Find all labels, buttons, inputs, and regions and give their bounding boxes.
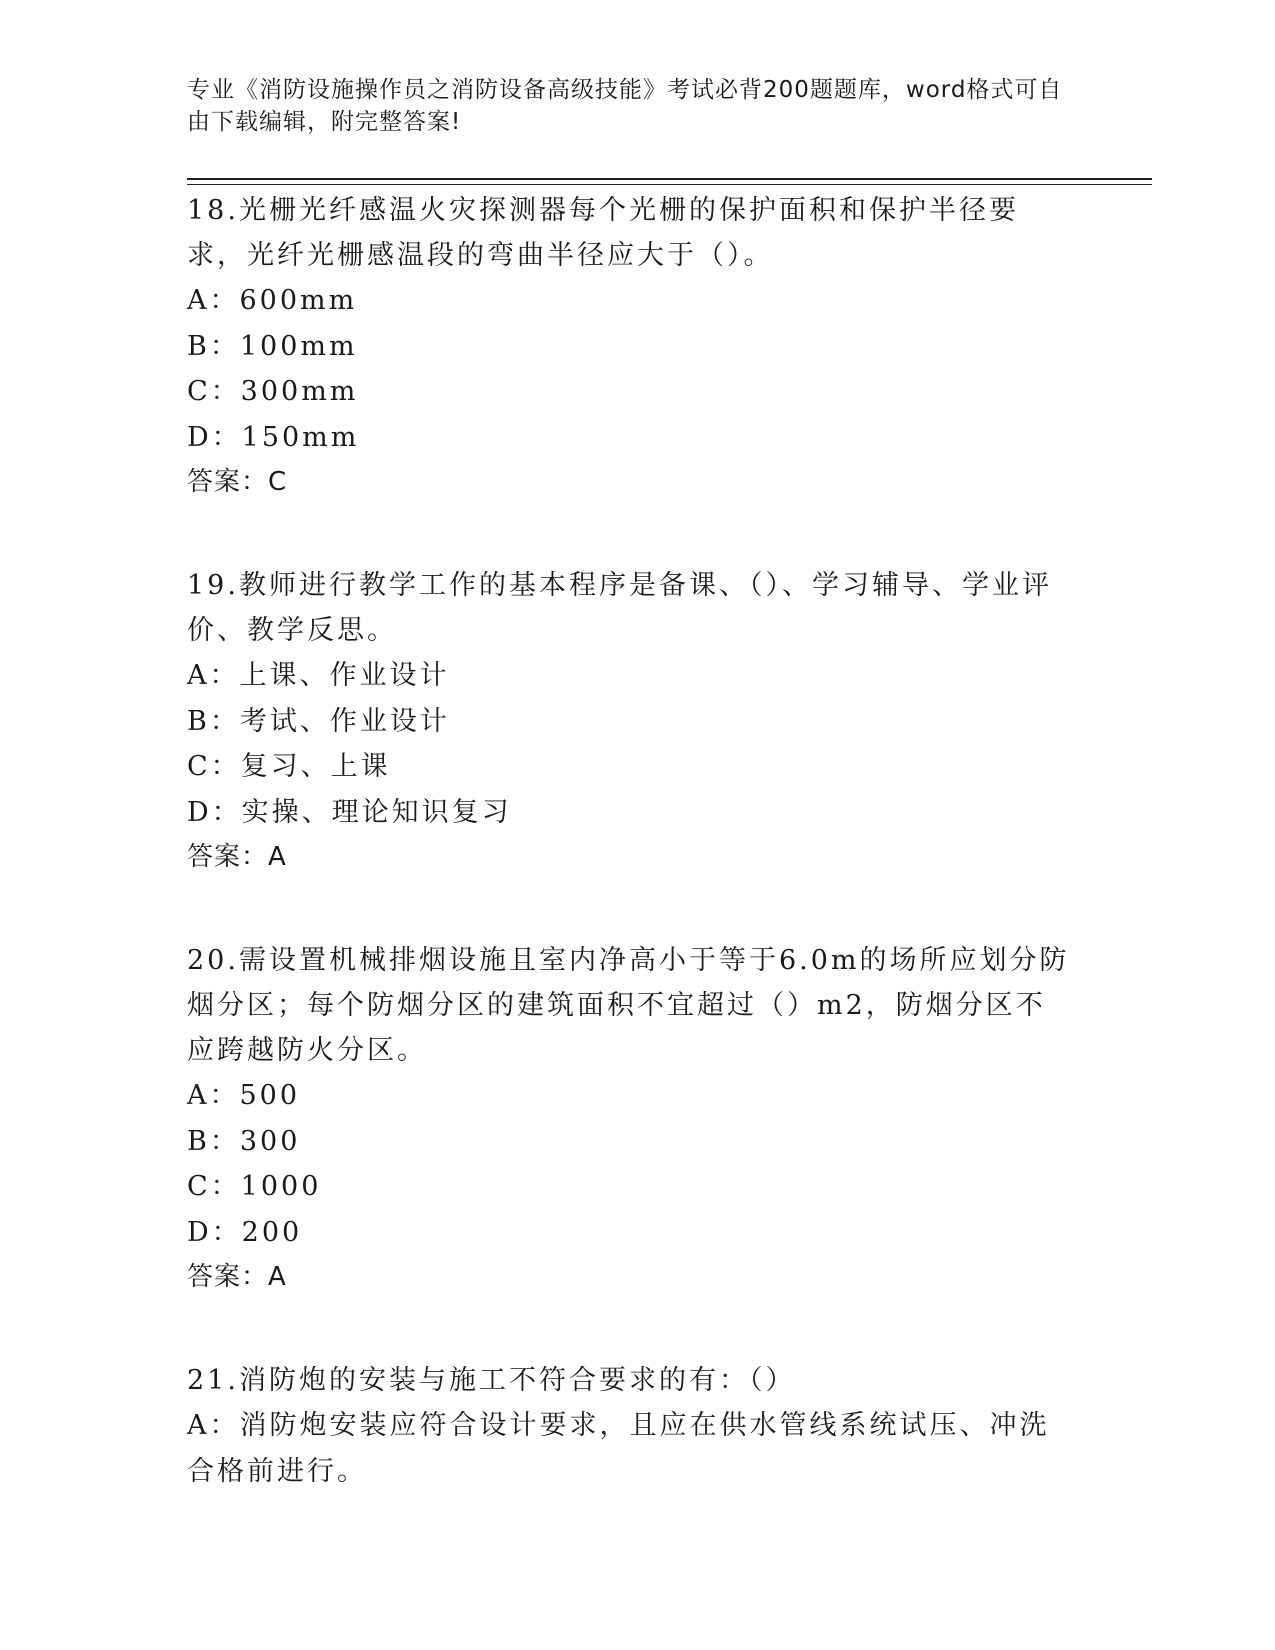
header-divider-thick	[187, 178, 1152, 180]
option-b: B：考试、作业设计	[187, 705, 450, 737]
option-b: B：100mm	[187, 330, 358, 362]
option-a: A：消防炮安装应符合设计要求，且应在供水管线系统试压、冲洗合格前进行。	[187, 1410, 1050, 1487]
option-a: A：500	[187, 1080, 301, 1111]
question-stem: 21.消防炮的安装与施工不符合要求的有：（）	[187, 1365, 796, 1396]
option-a: A：600mm	[187, 285, 358, 316]
document-header: 专业《消防设施操作员之消防设备高级技能》考试必背200题题库，word格式可自由下载编辑，附完整答案!	[187, 77, 1063, 135]
option-d: D：150mm	[187, 421, 360, 453]
question-stem: 19.教师进行教学工作的基本程序是备课、（）、学习辅导、学业评价、教学反思。	[187, 570, 1052, 646]
question-18	[187, 188, 1072, 505]
option-a: A：上课、作业设计	[187, 660, 450, 691]
question-19	[187, 563, 1072, 880]
answer-line: 答案：C	[187, 467, 288, 497]
question-stem: 20.需设置机械排烟设施且室内净高小于等于6.0m的场所应划分防烟分区；每个防烟分区的建筑面积不宜超过（）m2，防烟分区不应跨越防火分区。	[187, 945, 1070, 1066]
answer-line: 答案：A	[187, 1262, 287, 1292]
option-c: C：1000	[187, 1171, 322, 1202]
question-21	[187, 1358, 1072, 1494]
question-stem: 18.光栅光纤感温火灾探测器每个光栅的保护面积和保护半径要求，光纤光栅感温段的弯曲半径应大于（）。	[187, 195, 1019, 271]
option-b: B：300	[187, 1125, 301, 1157]
question-20	[187, 938, 1072, 1300]
question-list	[187, 188, 1072, 1552]
option-d: D：实操、理论知识复习	[187, 796, 512, 828]
option-d: D：200	[187, 1216, 303, 1248]
option-c: C：300mm	[187, 376, 359, 407]
answer-line: 答案：A	[187, 842, 287, 872]
header-divider-thin	[187, 184, 1152, 185]
option-c: C：复习、上课	[187, 751, 391, 782]
